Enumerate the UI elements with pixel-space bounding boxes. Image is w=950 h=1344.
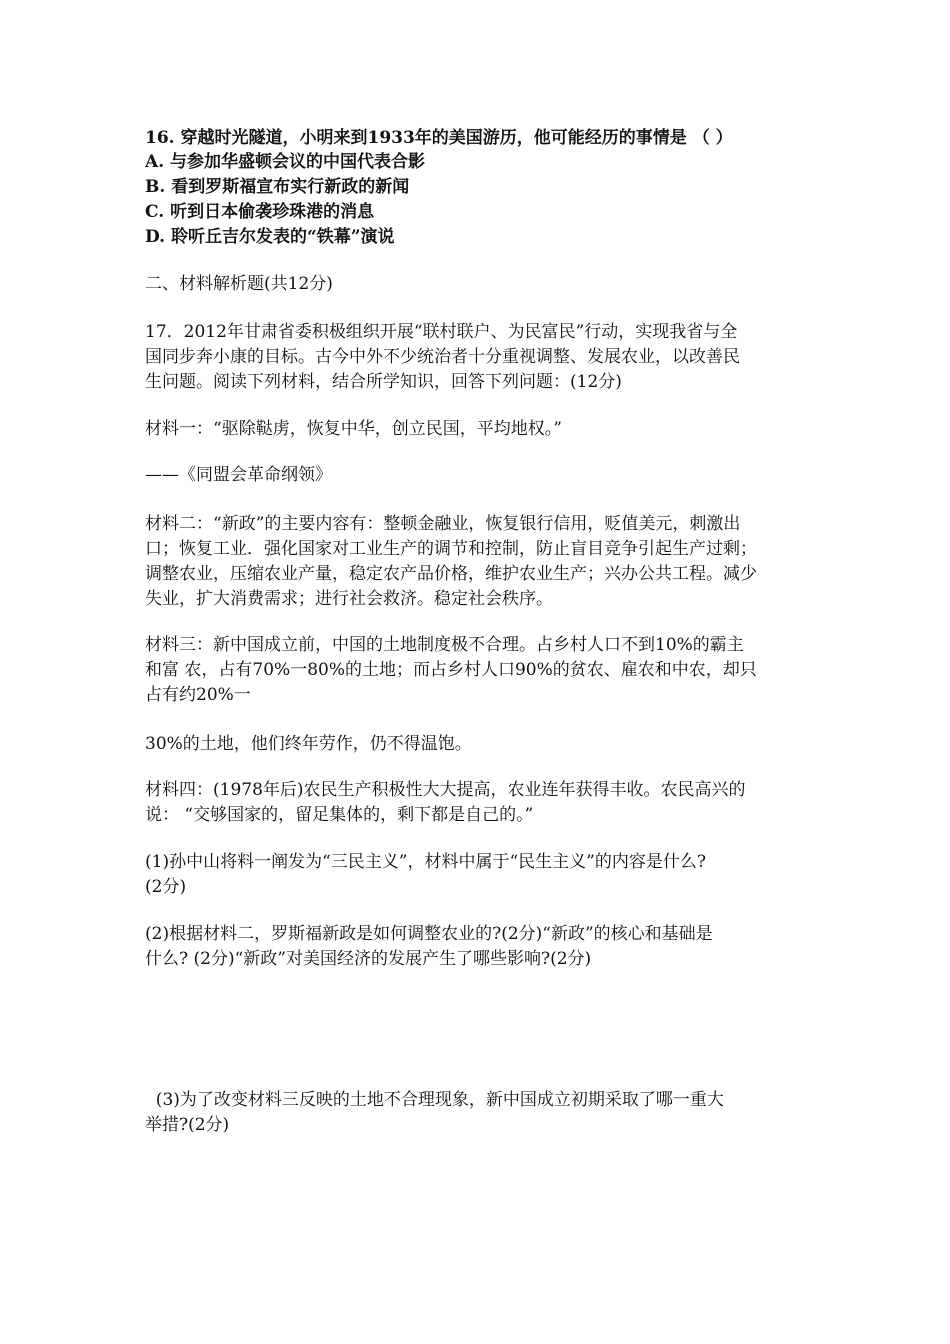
sub-question-one-line: (1)孙中山将料一阐发为“三民主义”，材料中属于“民生主义”的内容是什么? bbox=[145, 852, 706, 872]
material-two-line: 材料二：“新政”的主要内容有：整顿金融业，恢复银行信用，贬值美元，刺激出 bbox=[145, 514, 741, 534]
material-one: 材料一：“驱除鞑虏，恢复中华，创立民国，平均地权。” bbox=[145, 419, 562, 439]
material-three-line: 占有约20%一 bbox=[145, 685, 251, 705]
material-three-continuation: 30%的土地，他们终年劳作，仍不得温饱。 bbox=[145, 734, 472, 754]
material-two-line: 失业，扩大消费需求；进行社会救济。稳定社会秩序。 bbox=[145, 589, 553, 609]
q17-intro-line: 17．2012年甘肃省委积极组织开展“联村联户、为民富民”行动，实现我省与全 bbox=[145, 322, 738, 342]
q16-option-c: C. 听到日本偷袭珍珠港的消息 bbox=[145, 202, 375, 222]
section-heading: 二、材料解析题(共12分) bbox=[145, 274, 333, 294]
material-four-line: 材料四：(1978年后)农民生产积极性大大提高，农业连年获得丰收。农民高兴的 bbox=[145, 780, 746, 800]
q16-option-d: D. 聆听丘吉尔发表的“铁幕”演说 bbox=[145, 227, 395, 247]
material-three-line: 材料三：新中国成立前，中国的土地制度极不合理。占乡村人口不到10%的霸主 bbox=[145, 635, 744, 655]
sub-question-two-line: (2)根据材料二，罗斯福新政是如何调整农业的?(2分)“新政”的核心和基础是 bbox=[145, 924, 713, 944]
sub-question-two-line: 什么? (2分)“新政”对美国经济的发展产生了哪些影响?(2分) bbox=[145, 949, 592, 969]
material-three-line: 和富 农，占有70%一80%的土地；而占乡村人口90%的贫农、雇农和中农，却只 bbox=[145, 660, 757, 680]
material-two-line: 调整农业，压缩农业产量，稳定农产品价格，维护农业生产；兴办公共工程。减少 bbox=[145, 564, 757, 584]
q16-option-b: B. 看到罗斯福宣布实行新政的新闻 bbox=[145, 177, 410, 197]
q17-intro-line: 生问题。阅读下列材料，结合所学知识，回答下列问题：(12分) bbox=[145, 372, 622, 392]
material-one-source: ——《同盟会革命纲领》 bbox=[145, 465, 332, 485]
material-two-line: 口；恢复工业．强化国家对工业生产的调节和控制，防止盲目竞争引起生产过剩； bbox=[145, 539, 757, 559]
sub-question-three-line: (3)为了改变材料三反映的土地不合理现象，新中国成立初期采取了哪一重大 bbox=[145, 1090, 724, 1110]
q17-intro-line: 国同步奔小康的目标。古今中外不少统治者十分重视调整、发展农业，以改善民 bbox=[145, 347, 740, 367]
q16-option-a: A. 与参加华盛顿会议的中国代表合影 bbox=[145, 152, 426, 172]
sub-question-one-line: (2分) bbox=[145, 877, 187, 897]
sub-question-three-line: 举措?(2分) bbox=[145, 1115, 230, 1135]
material-four-line: 说： “交够国家的，留足集体的，剩下都是自己的。” bbox=[145, 805, 534, 825]
q16-stem: 16. 穿越时光隧道，小明来到1933年的美国游历，他可能经历的事情是 （ ） bbox=[145, 128, 733, 148]
